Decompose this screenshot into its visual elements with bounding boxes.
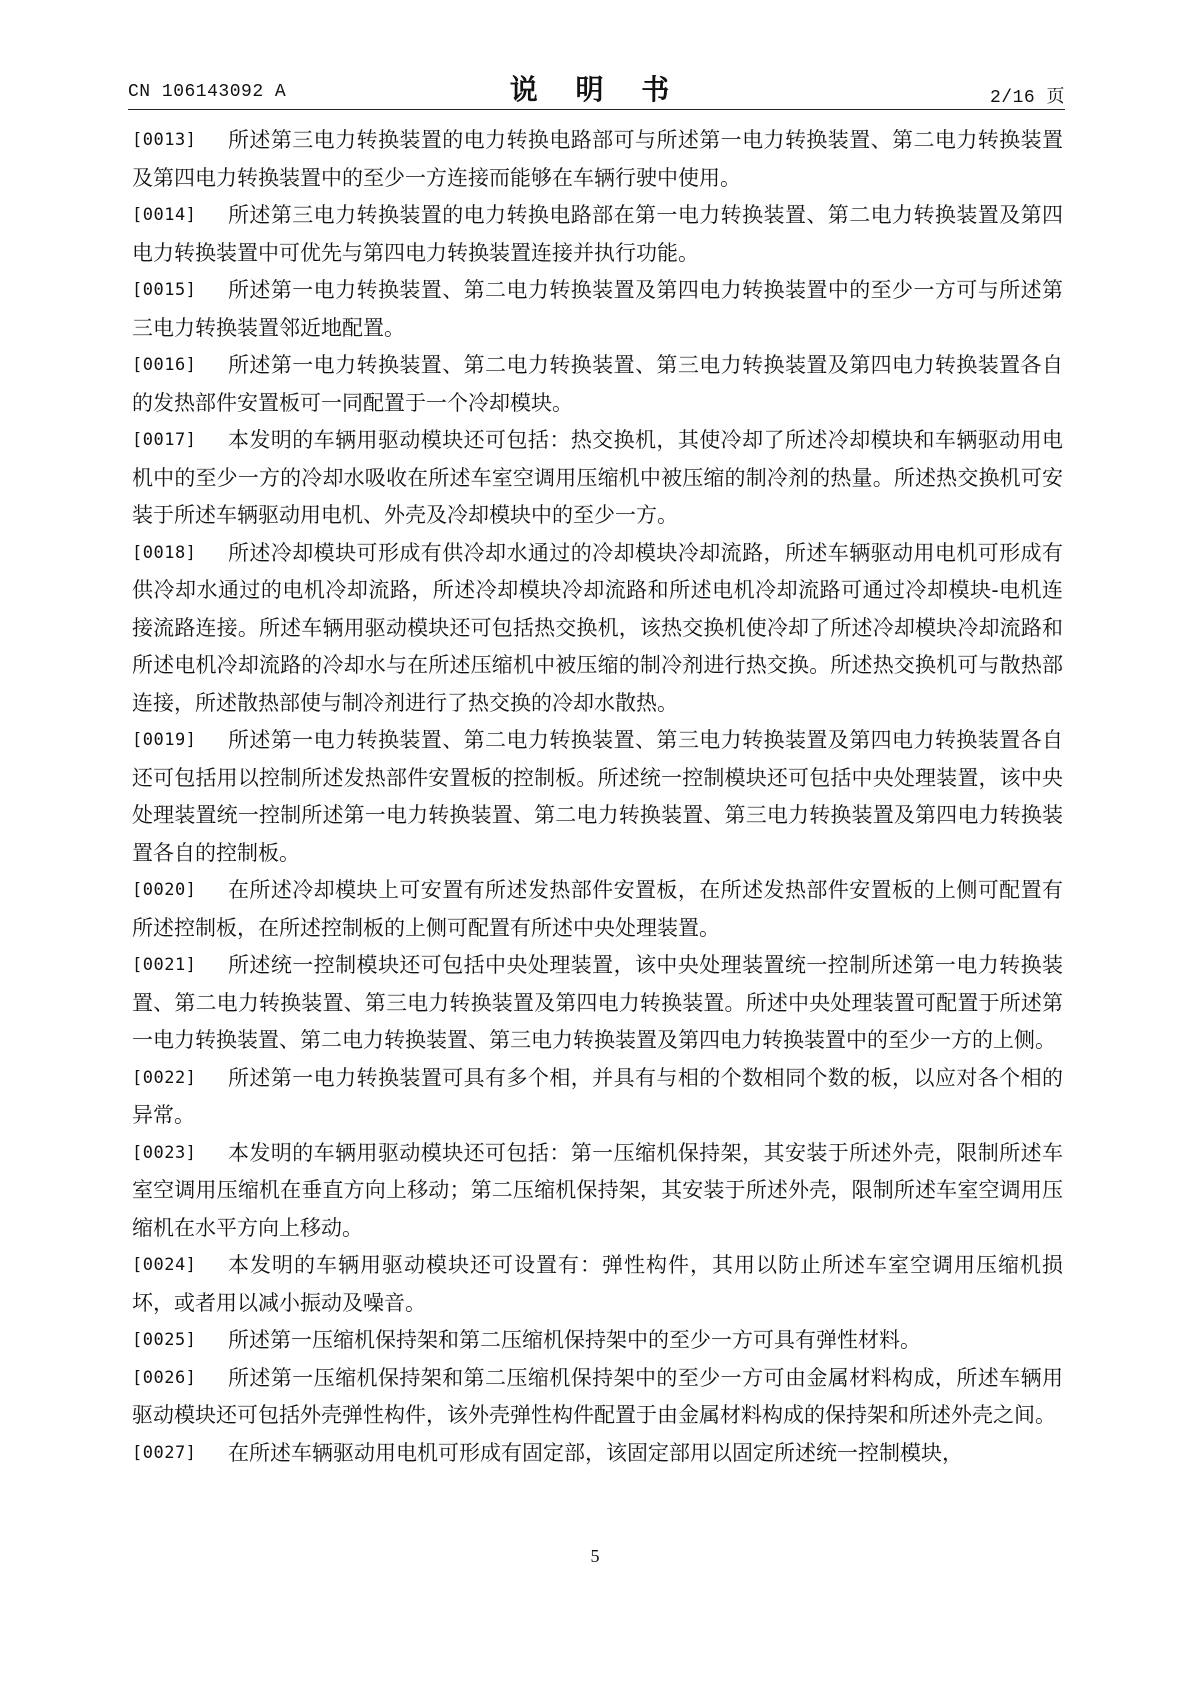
paragraph-number: [0016] [132,355,197,375]
paragraph-text: 在所述车辆驱动用电机可形成有固定部，该固定部用以固定所述统一控制模块， [228,1440,963,1465]
page-of-total: 2/16 页 [989,88,1065,108]
paragraph [132,347,1063,422]
paragraph [132,1060,1063,1135]
paragraph-number: [0013] [132,130,197,150]
paragraph [132,122,1063,197]
header-divider [128,109,1065,110]
paragraph [132,535,1063,723]
paragraph-number: [0019] [132,730,197,750]
paragraph-number: [0015] [132,280,197,300]
paragraph-number: [0024] [132,1255,197,1275]
paragraph-number: [0020] [132,880,197,900]
paragraph [132,422,1063,535]
paragraph [132,1322,1063,1360]
patent-number: CN 106143092 A [128,82,287,102]
paragraph-number: [0025] [132,1330,197,1350]
paragraph-number: [0014] [132,205,197,225]
paragraph [132,1135,1063,1248]
page-header [128,68,1065,108]
paragraph-number: [0023] [132,1142,197,1163]
paragraph-number: [0017] [132,430,197,450]
paragraph-text: 本发明的车辆用驱动模块还可设置有：弹性构件，其用以防止所述车室空调用压缩机损坏，或者用以减小振动及噪音。 [132,1253,1063,1315]
paragraph-text: 所述第一压缩机保持架和第二压缩机保持架中的至少一方可具有弹性材料。 [228,1328,921,1352]
paragraph [132,947,1063,1060]
document-title: 说 明 书 [509,73,684,106]
paragraph [132,1247,1063,1322]
paragraph [132,1360,1063,1435]
paragraph-number: [0018] [132,542,197,563]
paragraph [132,1435,1063,1473]
paragraph-text: 所述第一电力转换装置、第二电力转换装置、第三电力转换装置及第四电力转换装置各自的发热部件安置板可一同配置于一个冷却模块。 [132,353,1063,415]
paragraph-text: 所述冷却模块可形成有供冷却水通过的冷却模块冷却流路，所述车辆驱动用电机可形成有供冷却水通过的电机冷却流路，所述冷却模块冷却流路和所述电机冷却流路可通过冷却模块-电机连接流路连接。所述车辆用驱动模块还可包括热交换机，该热交换机使冷却了所述冷却模块冷却流路和所述电机冷却流路的冷却水与在所述压缩机中被压缩的制冷剂进行热交换。所述热交换机可与散热部连接，所述散热部使与制冷剂进行了热交换的冷却水散热。 [132,540,1063,715]
paragraph-text: 本发明的车辆用驱动模块还可包括：热交换机，其使冷却了所述冷却模块和车辆驱动用电机中的至少一方的冷却水吸收在所述车室空调用压缩机中被压缩的制冷剂的热量。所述热交换机可安装于所述车辆驱动用电机、外壳及冷却模块中的至少一方。 [132,428,1063,527]
paragraph-text: 所述第一电力转换装置、第二电力转换装置、第三电力转换装置及第四电力转换装置各自还可包括用以控制所述发热部件安置板的控制板。所述统一控制模块还可包括中央处理装置，该中央处理装置统一控制所述第一电力转换装置、第二电力转换装置、第三电力转换装置及第四电力转换装置各自的控制板。 [132,728,1063,865]
paragraph-text: 所述第三电力转换装置的电力转换电路部可与所述第一电力转换装置、第二电力转换装置及第四电力转换装置中的至少一方连接而能够在车辆行驶中使用。 [132,128,1063,190]
paragraph-text: 所述第三电力转换装置的电力转换电路部在第一电力转换装置、第二电力转换装置及第四电力转换装置中可优先与第四电力转换装置连接并执行功能。 [132,203,1063,265]
paragraph [132,197,1063,272]
paragraph-number: [0026] [132,1367,197,1388]
page-number: 5 [590,1546,600,1566]
paragraph-number: [0021] [132,955,197,975]
paragraph-text: 所述第一压缩机保持架和第二压缩机保持架中的至少一方可由金属材料构成，所述车辆用驱动模块还可包括外壳弹性构件，该外壳弹性构件配置于由金属材料构成的保持架和所述外壳之间。 [132,1365,1063,1427]
paragraph [132,272,1063,347]
paragraph [132,722,1063,872]
document-body [132,122,1063,1472]
paragraph-number: [0027] [132,1442,197,1463]
paragraph-text: 所述第一电力转换装置可具有多个相，并具有与相的个数相同个数的板，以应对各个相的异常。 [132,1065,1063,1127]
paragraph-text: 所述统一控制模块还可包括中央处理装置，该中央处理装置统一控制所述第一电力转换装置、第二电力转换装置、第三电力转换装置及第四电力转换装置。所述中央处理装置可配置于所述第一电力转换装置、第二电力转换装置、第三电力转换装置及第四电力转换装置中的至少一方的上侧。 [132,953,1063,1052]
paragraph-text: 所述第一电力转换装置、第二电力转换装置及第四电力转换装置中的至少一方可与所述第三电力转换装置邻近地配置。 [132,278,1063,340]
paragraph-number: [0022] [132,1067,197,1088]
paragraph-text: 在所述冷却模块上可安置有所述发热部件安置板，在所述发热部件安置板的上侧可配置有所述控制板，在所述控制板的上侧可配置有所述中央处理装置。 [132,878,1063,940]
paragraph-text: 本发明的车辆用驱动模块还可包括：第一压缩机保持架，其安装于所述外壳，限制所述车室空调用压缩机在垂直方向上移动；第二压缩机保持架，其安装于所述外壳，限制所述车室空调用压缩机在水平方向上移动。 [132,1140,1063,1240]
paragraph [132,872,1063,947]
